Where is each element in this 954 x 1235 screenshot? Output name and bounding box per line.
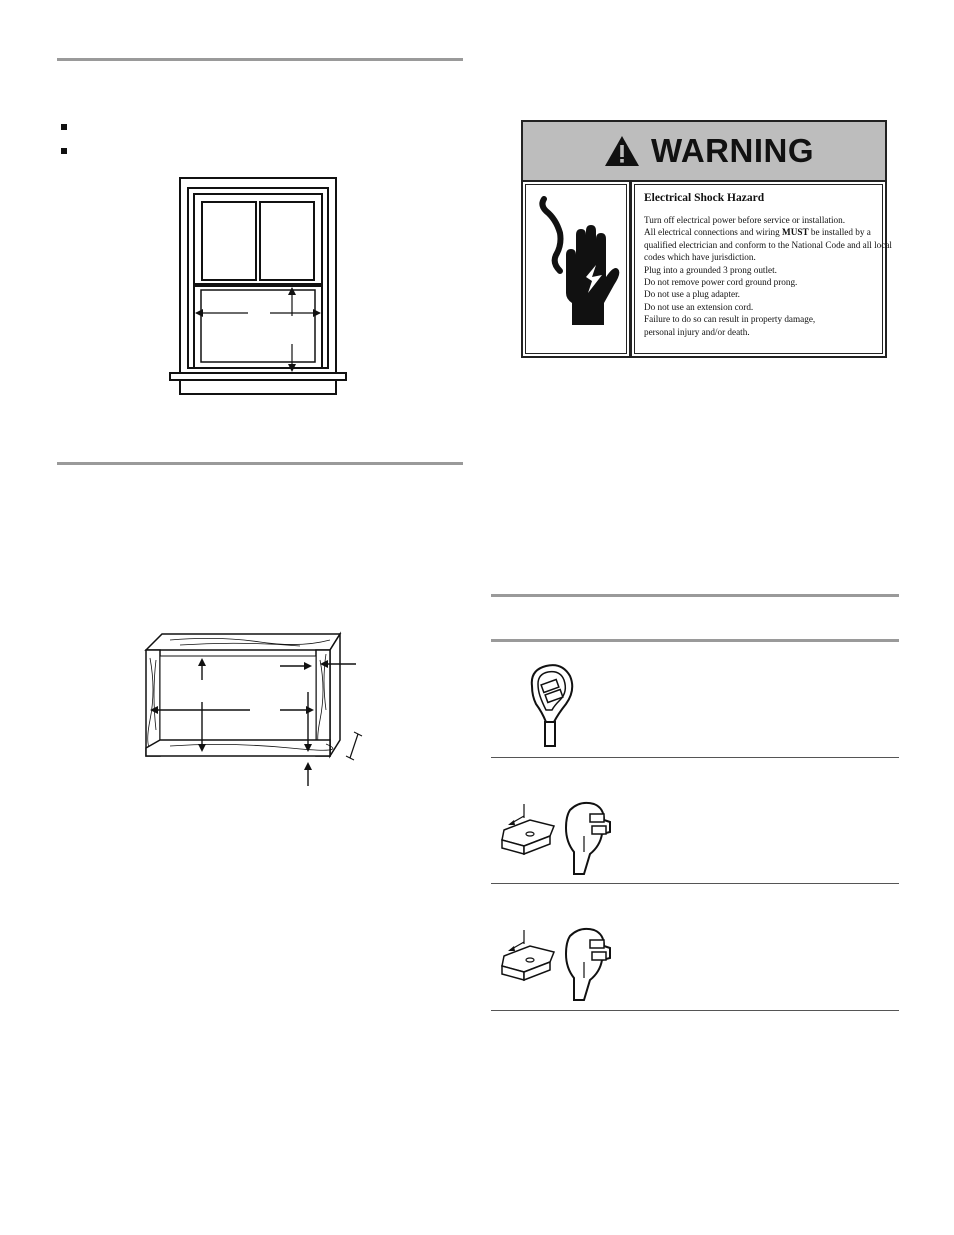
warning-line: All electrical connections and wiring MUST be installed by a: [644, 227, 871, 238]
row-divider: [491, 1010, 899, 1011]
section-divider-mid-left: [57, 462, 463, 465]
test-button-plug-icon: [500, 796, 616, 876]
section-divider-right-1: [491, 594, 899, 597]
section-divider-top-left: [57, 58, 463, 61]
warning-line: Turn off electrical power before service or installation.: [644, 215, 846, 225]
warning-line: Do not use an extension cord.: [644, 301, 754, 312]
grounded-plug-icon: [524, 662, 580, 748]
warning-line: personal injury and/or death.: [644, 326, 750, 337]
list-bullet: [61, 124, 67, 130]
warning-body: [523, 182, 892, 356]
list-bullet: [61, 148, 67, 154]
electrical-shock-hand-icon: [526, 185, 626, 355]
warning-icon-cell: [525, 184, 627, 354]
row-divider: [491, 757, 899, 758]
warning-line: qualified electrician and conform to the National Code and all local: [644, 239, 892, 250]
test-button-plug-icon: [500, 922, 616, 1002]
warning-panel: [521, 120, 892, 358]
section-divider-right-2: [491, 639, 899, 642]
double-hung-window-measurement-icon: [168, 176, 348, 398]
emphasis-must: MUST: [782, 227, 809, 238]
warning-header: [523, 122, 885, 182]
warning-triangle-icon: [603, 134, 641, 168]
warning-line: Plug into a grounded 3 prong outlet.: [644, 264, 777, 275]
warning-line: Do not use a plug adapter.: [644, 289, 740, 300]
hazard-title: Electrical Shock Hazard: [644, 192, 765, 204]
warning-divider: [629, 182, 632, 356]
warning-text-cell: [634, 184, 892, 354]
warning-line: Failure to do so can result in property damage,: [644, 314, 816, 325]
wood-wall-sleeve-measurement-icon: [140, 630, 372, 790]
warning-line: Do not remove power cord ground prong.: [644, 277, 798, 288]
warning-title: WARNING: [651, 132, 814, 169]
warning-line: codes which have jurisdiction.: [644, 252, 756, 263]
row-divider: [491, 883, 899, 884]
